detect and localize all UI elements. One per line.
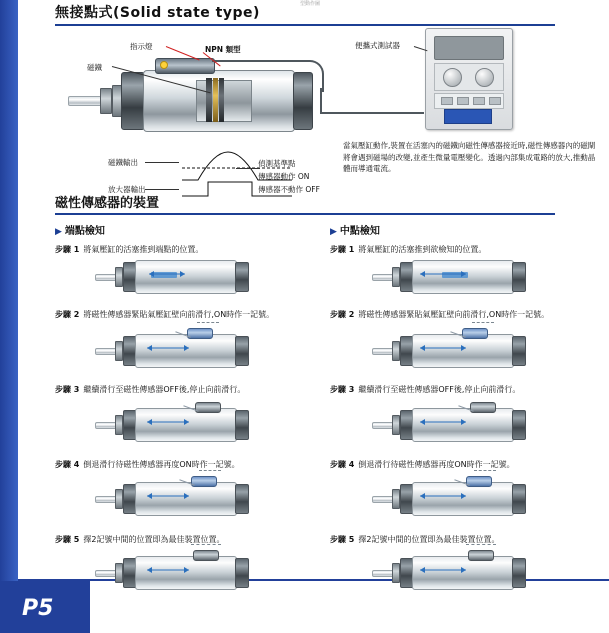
right-step-5-no: 步驟 5: [330, 535, 355, 544]
right-step-1-text: 將氣壓缸的活塞推到欲檢知的位置。: [358, 245, 487, 254]
leader-magnet-output: [145, 162, 179, 163]
right-step-2-no: 步驟 2: [330, 310, 355, 319]
faint-top-text: 型動作圖: [300, 1, 321, 7]
right-step-4-no: 步驟 4: [330, 460, 355, 469]
left-step-2: [55, 310, 305, 320]
right-step-1-no: 步驟 1: [330, 245, 355, 254]
left-step-1-no: 步驟 1: [55, 245, 80, 254]
label-detect-level: 偵測基準點: [258, 159, 296, 168]
left-blue-rail: [0, 0, 18, 633]
portable-tester: [425, 28, 513, 130]
left-step-2-text: 將磁性傳感器緊貼氣壓缸壁向前滑行,ON時作一記號。: [83, 310, 275, 319]
sensor-cable: [212, 60, 324, 92]
label-indicator: 指示燈: [130, 42, 153, 51]
page-number: P5: [22, 596, 54, 621]
leader-amp-output: [145, 189, 179, 190]
triangle-icon-left: ▶: [55, 227, 62, 237]
left-step-4: [55, 460, 305, 470]
right-step-4: [330, 460, 590, 470]
label-npn: NPN 類型: [205, 45, 241, 54]
tester-knob-right: [475, 68, 494, 87]
right-step-4-text: 倒退滑行待磁性傳感器再度ON時作一記號。: [358, 460, 515, 469]
section-2-title: [55, 192, 555, 215]
right-step-1: [330, 245, 590, 255]
tester-button-3: [473, 97, 485, 105]
left-step-5-no: 步驟 5: [55, 535, 80, 544]
tester-button-row: [434, 93, 504, 109]
label-magnet: 磁鐵: [87, 63, 102, 72]
sensor-cable-2: [320, 88, 424, 114]
column-header-right: [330, 222, 380, 237]
left-step-5-text: 擇2記號中間的位置即為最佳裝置位置。: [83, 535, 225, 544]
tester-knob-row: [434, 63, 504, 91]
label-sensor-on: 傳感器動作 ON: [258, 172, 310, 181]
indicator-led: [160, 61, 168, 69]
right-step-2: [330, 310, 590, 320]
left-step-2-no: 步驟 2: [55, 310, 80, 319]
label-magnet-output: 磁鐵輸出: [108, 158, 138, 167]
right-step-3: [330, 385, 590, 395]
left-step-3: [55, 385, 305, 395]
left-step-1: [55, 245, 305, 255]
left-step-4-text: 倒退滑行待磁性傳感器再度ON時作一記號。: [83, 460, 240, 469]
section-1-title-text: 無接點式(Solid state type): [55, 5, 260, 21]
left-step-3-text: 繼續滑行至磁性傳感器OFF後,停止向前滑行。: [83, 385, 246, 394]
label-amp-output: 放大器輸出: [108, 185, 146, 194]
tester-button-2: [457, 97, 469, 105]
label-sensor-off: 傳感器不動作 OFF: [258, 185, 320, 194]
tester-button-1: [441, 97, 453, 105]
triangle-icon-right: ▶: [330, 227, 337, 237]
cylinder-front-cap: [121, 72, 145, 130]
column-header-right-label: 中點檢知: [339, 226, 380, 237]
right-step-3-text: 繼續滑行至磁性傳感器OFF後,停止向前滑行。: [358, 385, 521, 394]
section-2-title-text: 磁性傳感器的裝置: [55, 196, 160, 211]
tester-button-4: [489, 97, 501, 105]
left-step-5: [55, 535, 305, 545]
right-step-5: [330, 535, 590, 545]
right-step-2-text: 將磁性傳感器緊貼氣壓缸壁向前滑行,ON時作一記號。: [358, 310, 550, 319]
tester-knob-left: [443, 68, 462, 87]
tester-blue-strip: [444, 109, 492, 124]
section-1-title: [55, 2, 555, 26]
left-step-4-no: 步驟 4: [55, 460, 80, 469]
column-header-left-label: 端點檢知: [64, 226, 105, 237]
tester-screen: [434, 36, 504, 60]
label-tester: 便攜式測試器: [355, 41, 400, 50]
rod-nut-1: [100, 88, 112, 114]
column-header-left: [55, 222, 105, 237]
left-step-1-text: 將氣壓缸的活塞推到端點的位置。: [83, 245, 204, 254]
section-1-paragraph: 當氣壓缸動作,裝置在活塞內的磁鐵向磁性傳感器接近時,磁性傳感器內的磁閘將會遇到磁場的改變,並產生微量電壓變化。透過內部集成電路的放大,推動晶體而導通電流。: [343, 141, 596, 174]
leader-detect-level: [236, 168, 260, 169]
right-step-5-text: 擇2記號中間的位置即為最佳裝置位置。: [358, 535, 500, 544]
right-step-3-no: 步驟 3: [330, 385, 355, 394]
left-step-3-no: 步驟 3: [55, 385, 80, 394]
